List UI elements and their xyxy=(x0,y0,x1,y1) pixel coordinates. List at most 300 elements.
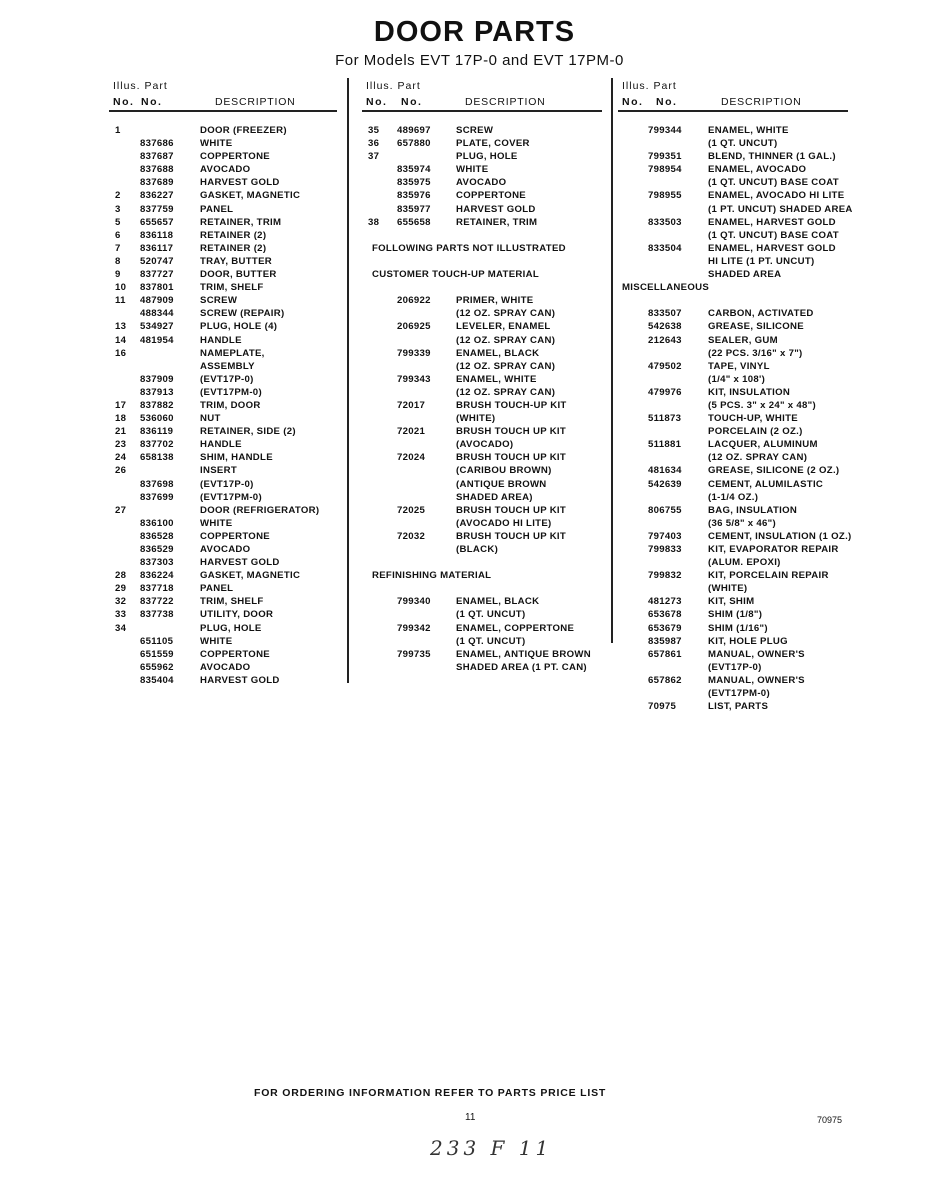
part-row xyxy=(113,504,345,517)
part-number: 833507 xyxy=(648,308,682,320)
column-header xyxy=(113,80,345,116)
part-row xyxy=(113,648,345,661)
part-number: 655657 xyxy=(140,216,174,228)
part-number: 489697 xyxy=(397,125,431,136)
part-description: BLEND, THINNER (1 GAL.) xyxy=(708,151,836,163)
part-number: 799832 xyxy=(648,570,682,582)
part-description: BAG, INSULATION xyxy=(708,504,798,516)
part-number: 542638 xyxy=(648,321,682,333)
part-description: TOUCH-UP, WHITE xyxy=(708,413,798,425)
part-row xyxy=(622,700,867,713)
part-description: (1 QT. UNCUT) xyxy=(708,138,778,150)
part-description: (12 OZ. SPRAY CAN) xyxy=(456,386,556,398)
illus-number: 38 xyxy=(368,216,380,228)
part-description: (CARIBOU BROWN) xyxy=(456,465,552,477)
part-description: RETAINER, TRIM xyxy=(456,216,538,228)
part-description: ENAMEL, BLACK xyxy=(456,347,540,359)
header-part-no: No. xyxy=(656,96,678,108)
part-row xyxy=(113,216,345,229)
illus-number: 35 xyxy=(368,125,380,136)
part-number: 72024 xyxy=(397,452,426,464)
part-description: SHIM (1/16") xyxy=(708,622,768,634)
part-row xyxy=(622,124,867,137)
part-description: (1/4" x 108') xyxy=(708,373,766,385)
part-description: NAMEPLATE, xyxy=(200,347,265,359)
part-row xyxy=(366,648,608,661)
part-number: 488344 xyxy=(140,308,174,320)
part-description: PANEL xyxy=(200,583,234,595)
parts-column-3 xyxy=(622,80,867,713)
part-row xyxy=(113,556,345,569)
part-description: SCREW xyxy=(200,295,238,307)
part-description: TRAY, BUTTER xyxy=(200,255,273,267)
part-description: HARVEST GOLD xyxy=(200,674,280,686)
illus-number: 13 xyxy=(115,321,127,333)
part-number: 799339 xyxy=(397,347,431,359)
part-row xyxy=(113,347,345,360)
part-row xyxy=(113,150,345,163)
part-row xyxy=(366,491,608,504)
page-title: DOOR PARTS xyxy=(373,16,576,48)
part-number: 837759 xyxy=(140,203,174,215)
header-description: DESCRIPTION xyxy=(215,96,296,108)
part-description: WHITE xyxy=(200,635,233,647)
part-description: KIT, INSULATION xyxy=(708,386,791,398)
part-number: 70975 xyxy=(648,701,677,713)
section-heading: REFINISHING MATERIAL xyxy=(372,570,492,582)
illus-number: 2 xyxy=(115,190,121,202)
part-description: UTILITY, DOOR xyxy=(200,609,274,621)
column-header xyxy=(622,80,867,116)
part-description: MANUAL, OWNER'S xyxy=(708,674,805,686)
part-description: GASKET, MAGNETIC xyxy=(200,570,301,582)
part-row xyxy=(366,320,608,333)
part-row xyxy=(113,478,345,491)
part-number: 653678 xyxy=(648,609,682,621)
part-row xyxy=(113,242,345,255)
illus-number: 6 xyxy=(115,229,121,241)
part-row xyxy=(113,530,345,543)
part-description: ENAMEL, WHITE xyxy=(456,373,537,385)
part-row xyxy=(622,242,867,255)
part-description: (12 OZ. SPRAY CAN) xyxy=(708,452,808,464)
part-row xyxy=(622,176,867,189)
part-description: AVOCADO xyxy=(200,164,251,176)
illus-number: 9 xyxy=(115,269,121,281)
part-description: CEMENT, ALUMILASTIC xyxy=(708,478,824,490)
part-description: PLATE, COVER xyxy=(456,138,530,150)
part-description: ASSEMBLY xyxy=(200,360,255,372)
part-row xyxy=(113,543,345,556)
part-number: 206922 xyxy=(397,295,431,307)
part-row xyxy=(366,425,608,438)
part-number: 797403 xyxy=(648,530,682,542)
header-part-no: No. xyxy=(141,96,163,108)
part-description: (EVT17P-0) xyxy=(200,373,254,385)
part-number: 487909 xyxy=(140,295,174,307)
part-row xyxy=(366,504,608,517)
part-row xyxy=(113,320,345,333)
column-divider xyxy=(611,78,613,643)
part-number: 72032 xyxy=(397,530,426,542)
part-description: ENAMEL, HARVEST GOLD xyxy=(708,242,836,254)
part-number: 837699 xyxy=(140,491,174,503)
part-description: (12 OZ. SPRAY CAN) xyxy=(456,334,556,346)
part-row xyxy=(366,543,608,556)
part-row xyxy=(113,124,345,137)
part-row xyxy=(622,569,867,582)
part-number: 837698 xyxy=(140,478,174,490)
column-header xyxy=(366,80,608,116)
part-number: 511881 xyxy=(648,439,682,451)
part-row xyxy=(622,163,867,176)
part-row xyxy=(622,543,867,556)
part-number: 799342 xyxy=(397,622,431,634)
part-description: SHIM (1/8") xyxy=(708,609,763,621)
part-description: BRUSH TOUCH UP KIT xyxy=(456,452,567,464)
page-number: 11 xyxy=(465,1112,476,1123)
part-number: 836529 xyxy=(140,544,174,555)
part-row xyxy=(113,189,345,202)
part-row xyxy=(113,464,345,477)
part-row xyxy=(113,399,345,412)
header-underline xyxy=(109,110,337,112)
part-description: HARVEST GOLD xyxy=(200,177,280,189)
part-number: 534927 xyxy=(140,321,174,333)
part-number: 536060 xyxy=(140,413,174,425)
part-description: HANDLE xyxy=(200,334,242,346)
illus-number: 28 xyxy=(115,570,127,582)
part-description: HI LITE (1 PT. UNCUT) xyxy=(708,255,815,267)
page-subtitle: For Models EVT 17P-0 and EVT 17PM-0 xyxy=(335,52,624,69)
part-number: 835987 xyxy=(648,635,682,647)
part-description: ENAMEL, AVOCADO xyxy=(708,164,807,176)
part-description: PLUG, HOLE (4) xyxy=(200,321,278,333)
illus-number: 8 xyxy=(115,255,121,267)
part-row xyxy=(113,373,345,386)
part-number: 72017 xyxy=(397,399,426,411)
part-number: 836117 xyxy=(140,242,174,254)
part-description: AVOCADO xyxy=(200,661,251,673)
column-divider xyxy=(347,78,349,683)
header-underline xyxy=(362,110,602,112)
part-row xyxy=(366,517,608,530)
part-description: (22 PCS. 3/16" x 7") xyxy=(708,347,803,359)
part-description: DOOR, BUTTER xyxy=(200,269,277,281)
part-row xyxy=(113,386,345,399)
header-part-no: No. xyxy=(401,96,423,108)
part-row xyxy=(366,622,608,635)
part-row xyxy=(622,229,867,242)
part-description: INSERT xyxy=(200,465,237,477)
part-description: (AVOCADO HI LITE) xyxy=(456,517,552,529)
part-description: (ALUM. EPOXI) xyxy=(708,557,781,569)
part-row xyxy=(622,203,867,216)
header-illus-no: No. xyxy=(366,96,388,108)
part-row xyxy=(113,622,345,635)
part-number: 799344 xyxy=(648,125,682,136)
header-illus-no: No. xyxy=(113,96,135,108)
part-description: (EVT17PM-0) xyxy=(200,386,262,398)
part-row xyxy=(366,451,608,464)
part-row xyxy=(113,176,345,189)
illus-number: 27 xyxy=(115,504,127,516)
part-number: 653679 xyxy=(648,622,682,634)
part-description: RETAINER (2) xyxy=(200,229,267,241)
illus-number: 21 xyxy=(115,426,127,438)
illus-number: 11 xyxy=(115,295,126,307)
part-row xyxy=(366,464,608,477)
header-illus-part: Illus. Part xyxy=(366,80,421,92)
part-description: PORCELAIN (2 OZ.) xyxy=(708,426,803,438)
part-description: HANDLE xyxy=(200,439,242,451)
part-row xyxy=(622,464,867,477)
part-number: 837909 xyxy=(140,373,174,385)
part-description: DOOR (REFRIGERATOR) xyxy=(200,504,320,516)
part-number: 520747 xyxy=(140,255,174,267)
part-row xyxy=(622,320,867,333)
part-row xyxy=(366,137,608,150)
part-number: 212643 xyxy=(648,334,682,346)
part-row xyxy=(113,451,345,464)
part-description: ENAMEL, COPPERTONE xyxy=(456,622,575,634)
part-number: 836224 xyxy=(140,570,174,582)
part-description: (BLACK) xyxy=(456,544,499,555)
part-description: BRUSH TOUCH-UP KIT xyxy=(456,399,567,411)
part-number: 837801 xyxy=(140,282,174,294)
part-number: 651105 xyxy=(140,635,174,647)
parts-list xyxy=(113,124,345,687)
part-number: 837738 xyxy=(140,609,174,621)
part-row xyxy=(113,491,345,504)
part-number: 799833 xyxy=(648,544,682,555)
part-number: 833503 xyxy=(648,216,682,228)
part-description: AVOCADO xyxy=(200,544,251,555)
part-row xyxy=(622,530,867,543)
part-description: (WHITE) xyxy=(456,413,496,425)
part-description: GASKET, MAGNETIC xyxy=(200,190,301,202)
part-number: 72021 xyxy=(397,426,426,438)
part-description: SHADED AREA (1 PT. CAN) xyxy=(456,661,587,673)
part-number: 836119 xyxy=(140,426,174,438)
part-row xyxy=(622,517,867,530)
part-description: NUT xyxy=(200,413,221,425)
part-row xyxy=(622,687,867,700)
part-number: 799340 xyxy=(397,596,431,608)
header-description: DESCRIPTION xyxy=(721,96,802,108)
part-row xyxy=(622,622,867,635)
illus-number: 32 xyxy=(115,596,127,608)
part-description: (EVT17PM-0) xyxy=(200,491,262,503)
part-row xyxy=(622,412,867,425)
part-description: TRIM, DOOR xyxy=(200,399,261,411)
part-description: COPPERTONE xyxy=(456,190,526,202)
part-number: 835975 xyxy=(397,177,431,189)
part-description: KIT, EVAPORATOR REPAIR xyxy=(708,544,839,555)
part-number: 837882 xyxy=(140,399,174,411)
part-row xyxy=(113,674,345,687)
part-row xyxy=(113,438,345,451)
part-row xyxy=(622,674,867,687)
part-number: 835977 xyxy=(397,203,431,215)
part-row xyxy=(366,294,608,307)
part-row xyxy=(622,334,867,347)
part-number: 481954 xyxy=(140,334,174,346)
illus-number: 10 xyxy=(115,282,127,294)
part-row xyxy=(622,307,867,320)
part-number: 798955 xyxy=(648,190,682,202)
part-number: 799351 xyxy=(648,151,682,163)
section-heading: FOLLOWING PARTS NOT ILLUSTRATED xyxy=(372,242,566,254)
part-number: 836227 xyxy=(140,190,174,202)
part-description: RETAINER (2) xyxy=(200,242,267,254)
document-number: 70975 xyxy=(817,1115,843,1125)
part-row xyxy=(622,150,867,163)
ordering-info-footer: FOR ORDERING INFORMATION REFER TO PARTS PRICE LIST xyxy=(254,1087,607,1099)
part-row xyxy=(113,268,345,281)
part-description: GREASE, SILICONE xyxy=(708,321,804,333)
part-row xyxy=(366,216,608,229)
illus-number: 33 xyxy=(115,609,127,621)
part-number: 657862 xyxy=(648,674,682,686)
part-row xyxy=(622,491,867,504)
part-row xyxy=(622,438,867,451)
part-row xyxy=(113,203,345,216)
part-description: (12 OZ. SPRAY CAN) xyxy=(456,308,556,320)
illus-number: 1 xyxy=(115,125,121,136)
part-description: BRUSH TOUCH UP KIT xyxy=(456,530,567,542)
part-description: LACQUER, ALUMINUM xyxy=(708,439,818,451)
part-number: 481273 xyxy=(648,596,682,608)
part-row xyxy=(366,124,608,137)
part-row xyxy=(366,347,608,360)
illus-number: 14 xyxy=(115,334,127,346)
part-description: ENAMEL, WHITE xyxy=(708,125,789,136)
part-description: RETAINER, SIDE (2) xyxy=(200,426,296,438)
part-description: KIT, SHIM xyxy=(708,596,755,608)
part-description: SCREW xyxy=(456,125,494,136)
part-description: SHIM, HANDLE xyxy=(200,452,273,464)
part-description: PLUG, HOLE xyxy=(456,151,518,163)
part-row xyxy=(113,137,345,150)
part-number: 837303 xyxy=(140,557,174,569)
part-row xyxy=(622,595,867,608)
illus-number: 34 xyxy=(115,622,127,634)
part-row xyxy=(366,386,608,399)
part-number: 542639 xyxy=(648,478,682,490)
part-row xyxy=(366,661,608,674)
part-description: (1 QT. UNCUT) xyxy=(456,635,526,647)
illus-number: 29 xyxy=(115,583,127,595)
part-row xyxy=(622,635,867,648)
illus-number: 16 xyxy=(115,347,127,359)
parts-column-1 xyxy=(113,80,345,686)
part-description: BRUSH TOUCH UP KIT xyxy=(456,504,567,516)
part-row xyxy=(366,412,608,425)
part-description: ENAMEL, AVOCADO HI LITE xyxy=(708,190,845,202)
part-number: 837718 xyxy=(140,583,174,595)
part-number: 72025 xyxy=(397,504,426,516)
part-description: WHITE xyxy=(456,164,489,176)
part-row xyxy=(113,425,345,438)
part-description: HARVEST GOLD xyxy=(200,557,280,569)
part-row xyxy=(113,255,345,268)
part-row xyxy=(113,569,345,582)
part-row xyxy=(113,517,345,530)
part-row xyxy=(622,386,867,399)
part-number: 799735 xyxy=(397,648,431,660)
part-row xyxy=(622,255,867,268)
part-row xyxy=(366,530,608,543)
part-row xyxy=(366,163,608,176)
part-description: COPPERTONE xyxy=(200,530,270,542)
part-description: (36 5/8" x 46") xyxy=(708,517,776,529)
part-description: KIT, HOLE PLUG xyxy=(708,635,788,647)
part-row xyxy=(366,608,608,621)
part-row xyxy=(622,608,867,621)
part-description: SEALER, GUM xyxy=(708,334,778,346)
part-row xyxy=(622,504,867,517)
part-row xyxy=(622,451,867,464)
part-row xyxy=(622,478,867,491)
part-row xyxy=(113,229,345,242)
section-heading: MISCELLANEOUS xyxy=(622,282,710,294)
part-row xyxy=(113,360,345,373)
part-description: LIST, PARTS xyxy=(708,701,769,713)
header-illus-part: Illus. Part xyxy=(622,80,677,92)
part-row xyxy=(622,347,867,360)
part-row xyxy=(366,203,608,216)
part-number: 837686 xyxy=(140,138,174,150)
part-row xyxy=(366,150,608,163)
part-number: 511873 xyxy=(648,413,682,425)
part-row xyxy=(622,399,867,412)
part-row xyxy=(366,399,608,412)
part-description: (1 QT. UNCUT) BASE COAT xyxy=(708,229,839,241)
parts-column-2 xyxy=(366,80,608,673)
part-row xyxy=(622,582,867,595)
part-number: 837687 xyxy=(140,151,174,163)
part-row xyxy=(113,294,345,307)
part-row xyxy=(622,216,867,229)
part-row xyxy=(113,281,345,294)
part-description: SCREW (REPAIR) xyxy=(200,308,285,320)
part-description: SHADED AREA xyxy=(708,269,782,281)
part-number: 837722 xyxy=(140,596,174,608)
part-description: COPPERTONE xyxy=(200,648,270,660)
part-description: COPPERTONE xyxy=(200,151,270,163)
part-row xyxy=(366,478,608,491)
part-description: KIT, PORCELAIN REPAIR xyxy=(708,570,829,582)
part-description: DOOR (FREEZER) xyxy=(200,125,287,136)
illus-number: 7 xyxy=(115,242,121,254)
part-number: 657861 xyxy=(648,648,682,660)
part-description: PRIMER, WHITE xyxy=(456,295,534,307)
section-heading: CUSTOMER TOUCH-UP MATERIAL xyxy=(372,269,539,281)
part-description: (EVT17P-0) xyxy=(708,661,762,673)
part-row xyxy=(366,438,608,451)
part-row xyxy=(622,137,867,150)
header-description: DESCRIPTION xyxy=(465,96,546,108)
part-description: (1 QT. UNCUT) xyxy=(456,609,526,621)
part-description: CARBON, ACTIVATED xyxy=(708,308,814,320)
part-description: (EVT17P-0) xyxy=(200,478,254,490)
part-number: 835974 xyxy=(397,164,431,176)
part-description: TRIM, SHELF xyxy=(200,596,264,608)
part-row xyxy=(366,307,608,320)
part-row xyxy=(366,176,608,189)
illus-number: 23 xyxy=(115,439,127,451)
